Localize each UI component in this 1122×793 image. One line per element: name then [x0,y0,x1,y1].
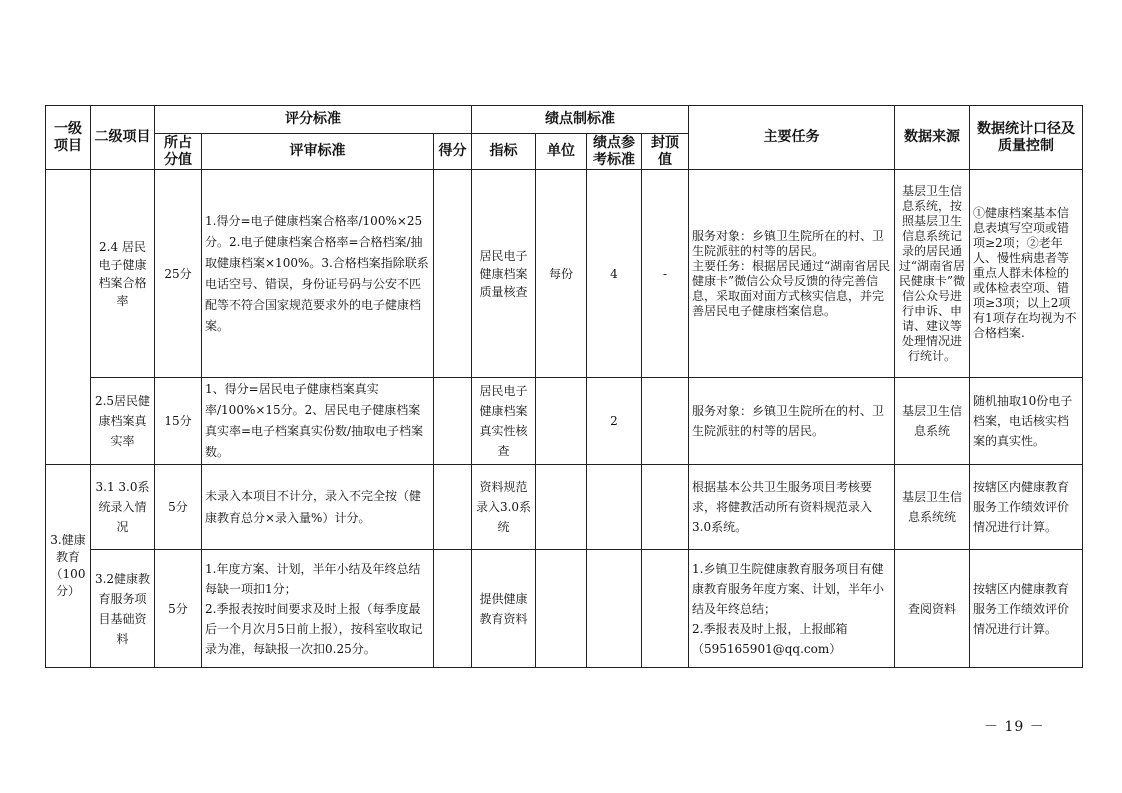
got-cell [434,550,472,668]
table-row [46,170,1083,378]
item-cell: 2.4 居民电子健康档案合格率 [91,170,155,378]
tasks-cell: 服务对象：乡镇卫生院所在的村、卫生院派驻的村等的居民。 [689,378,895,465]
stat-cell: 按辖区内健康教育服务工作绩效评价情况进行计算。 [970,550,1083,668]
group-cell-empty [46,170,91,465]
header-source: 数据来源 [895,106,970,170]
score-cell: 5分 [155,550,202,668]
item-cell: 2.5居民健康档案真实率 [91,378,155,465]
score-cell: 5分 [155,465,202,550]
score-cell: 15分 [155,378,202,465]
indicator-cell: 居民电子健康档案质量核查 [472,170,536,378]
table-row [46,378,1083,465]
criteria-cell: 1.得分=电子健康档案合格率/100%×25分。2.电子健康档案合格率=合格档案/抽取健康档案×100%。3.合格档案指除联系电话空号、错误，身份证号码与公安不匹配等不符合国家规范要求外的电子健康档案。 [202,170,434,378]
header-cap: 封顶值 [642,134,689,170]
ref-cell [587,550,642,668]
unit-cell: 每份 [536,170,587,378]
tasks-cell: 服务对象：乡镇卫生院所在的村、卫生院派驻的村等的居民。 主要任务：根据居民通过“湖南省居民健康卡”微信公众号反馈的待完善信息，采取面对面方式核实信息，并完善居民电子健康档案信息。 [689,170,895,378]
cap-cell [642,465,689,550]
got-cell [434,465,472,550]
ref-cell [587,465,642,550]
header-tasks: 主要任务 [689,106,895,170]
page-number: － 19 － [984,719,1045,735]
source-cell: 基层卫生信息系统 [895,378,970,465]
source-cell: 基层卫生信息系统，按照基层卫生信息系统记录的居民通过“湖南省居民健康卡”微信公众号进行申诉、申请、建议等处理情况进行统计。 [895,170,970,378]
item-cell: 3.2健康教育服务项目基础资料 [91,550,155,668]
header-level1: 一级项目 [46,106,91,170]
header-indicator: 指标 [472,134,536,170]
assessment-table [45,105,1083,668]
header-performance: 绩点制标准 [472,106,689,134]
table-row [46,465,1083,550]
indicator-cell: 居民电子健康档案真实性核查 [472,378,536,465]
criteria-cell: 1、得分=居民电子健康档案真实率/100%×15分。2、居民电子健康档案真实率=电子档案真实份数/抽取电子档案数。 [202,378,434,465]
header-criteria: 评审标准 [202,134,434,170]
got-cell [434,378,472,465]
stat-cell: 随机抽取10份电子档案，电话核实档案的真实性。 [970,378,1083,465]
tasks-cell: 1.乡镇卫生院健康教育服务项目有健康教育服务年度方案、计划，半年小结及年终总结； 2.季报表及时上报，上报邮箱（595165901@qq.com） [689,550,895,668]
tasks-cell: 根据基本公共卫生服务项目考核要求，将健教活动所有资料规范录入3.0系统。 [689,465,895,550]
header-ref: 绩点参考标准 [587,134,642,170]
unit-cell [536,550,587,668]
table-row [46,550,1083,668]
stat-cell: 按辖区内健康教育服务工作绩效评价情况进行计算。 [970,465,1083,550]
indicator-cell: 资料规范录入3.0系统 [472,465,536,550]
header-scoring: 评分标准 [155,106,472,134]
header-got: 得分 [434,134,472,170]
cap-cell [642,550,689,668]
source-cell: 基层卫生信息系统统 [895,465,970,550]
header-row-1 [46,106,1083,134]
group-cell-health-education: 3.健康教育（100分） [46,465,91,668]
unit-cell [536,465,587,550]
criteria-cell: 1.年度方案、计划，半年小结及年终总结每缺一项扣1分； 2.季报表按时间要求及时上报（每季度最后一个月次月5日前上报），按科室收取记录为准，每缺报一次扣0.25分。 [202,550,434,668]
ref-cell: 4 [587,170,642,378]
cap-cell: - [642,170,689,378]
indicator-cell: 提供健康教育资料 [472,550,536,668]
score-cell: 25分 [155,170,202,378]
criteria-cell: 未录入本项目不计分，录入不完全按（健康教育总分×录入量%）计分。 [202,465,434,550]
header-unit: 单位 [536,134,587,170]
got-cell [434,170,472,378]
source-cell: 查阅资料 [895,550,970,668]
ref-cell: 2 [587,378,642,465]
stat-cell: ①健康档案基本信息表填写空项或错项≥2项；②老年人、慢性病患者等重点人群未体检的或体检表空项、错项≥3项；以上2项有1项存在均视为不合格档案. [970,170,1083,378]
header-stat: 数据统计口径及质量控制 [970,106,1083,170]
cap-cell [642,378,689,465]
header-score-value: 所占分值 [155,134,202,170]
unit-cell [536,378,587,465]
item-cell: 3.1 3.0系统录入情况 [91,465,155,550]
header-level2: 二级项目 [91,106,155,170]
